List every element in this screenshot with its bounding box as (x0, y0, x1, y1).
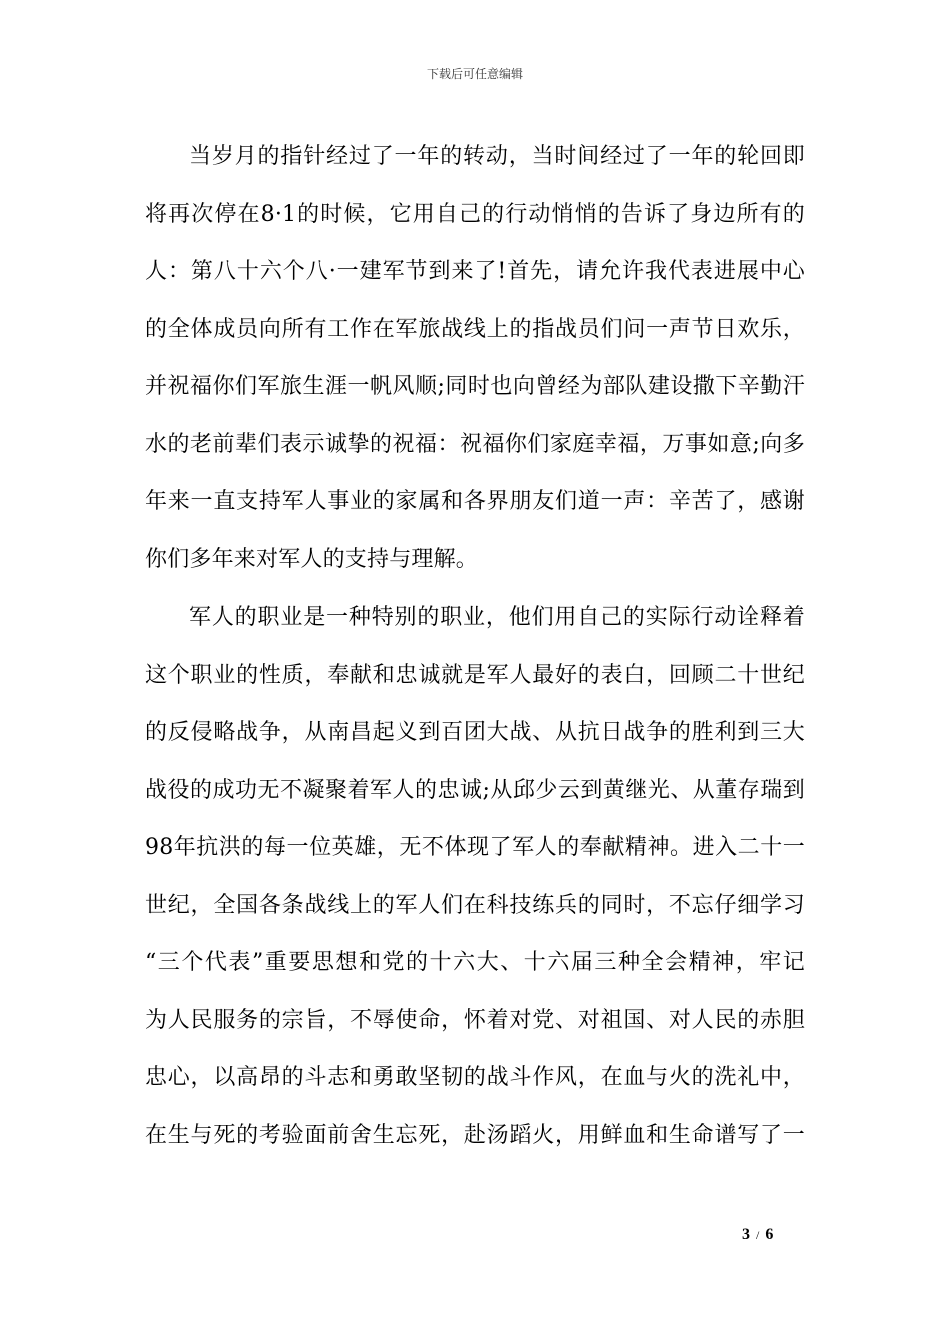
text-line: 这个职业的性质，奉献和忠诚就是军人最好的表白，回顾二十世纪 (145, 662, 805, 688)
document-body (145, 128, 805, 1164)
text-line: “三个代表”重要思想和党的十六大、十六届三种全会精神，牢记 (145, 950, 805, 975)
text-line: 在生与死的考验面前舍生忘死，赴汤蹈火，用鲜血和生命谱写了一 (145, 1122, 805, 1148)
paragraph-1 (145, 128, 805, 588)
paragraph-2 (145, 589, 805, 1164)
page-header: 下载后可任意编辑 (426, 67, 523, 81)
text-line: 为人民服务的宗旨，不辱使命，怀着对党、对祖国、对人民的赤胆 (145, 1007, 805, 1033)
text-line: 军人的职业是一种特别的职业，他们用自己的实际行动诠释着 (189, 605, 805, 630)
page-separator: / (756, 1228, 760, 1242)
text-line: 将再次停在8·1的时候，它用自己的行动悄悄的告诉了身边所有的 (145, 201, 805, 227)
current-page: 3 (742, 1226, 750, 1243)
text-line: 你们多年来对军人的支持与理解。 (145, 546, 479, 572)
text-line: 当岁月的指针经过了一年的转动，当时间经过了一年的轮回即 (189, 144, 805, 169)
page-number (742, 1224, 773, 1246)
text-line: 并祝福你们军旅生涯一帆风顺;同时也向曾经为部队建设撒下辛勤汗 (145, 374, 805, 399)
text-line: 的全体成员向所有工作在军旅战线上的指战员们问一声节日欢乐， (145, 316, 805, 342)
text-line: 的反侵略战争，从南昌起义到百团大战、从抗日战争的胜利到三大 (145, 720, 805, 745)
text-line: 98年抗洪的每一位英雄，无不体现了军人的奉献精神。进入二十一 (145, 835, 805, 860)
text-line: 水的老前辈们表示诚挚的祝福：祝福你们家庭幸福，万事如意;向多 (145, 431, 805, 457)
text-line: 人：第八十六个八·一建军节到来了!首先，请允许我代表进展中心 (145, 259, 805, 284)
total-pages: 6 (765, 1226, 774, 1243)
text-line: 年来一直支持军人事业的家属和各界朋友们道一声：辛苦了，感谢 (145, 489, 805, 514)
text-line: 战役的成功无不凝聚着军人的忠诚;从邱少云到黄继光、从董存瑞到 (145, 777, 805, 803)
text-line: 忠心，以高昂的斗志和勇敢坚韧的战斗作风，在血与火的洗礼中， (145, 1065, 805, 1090)
text-line: 世纪，全国各条战线上的军人们在科技练兵的同时，不忘仔细学习 (145, 892, 805, 918)
